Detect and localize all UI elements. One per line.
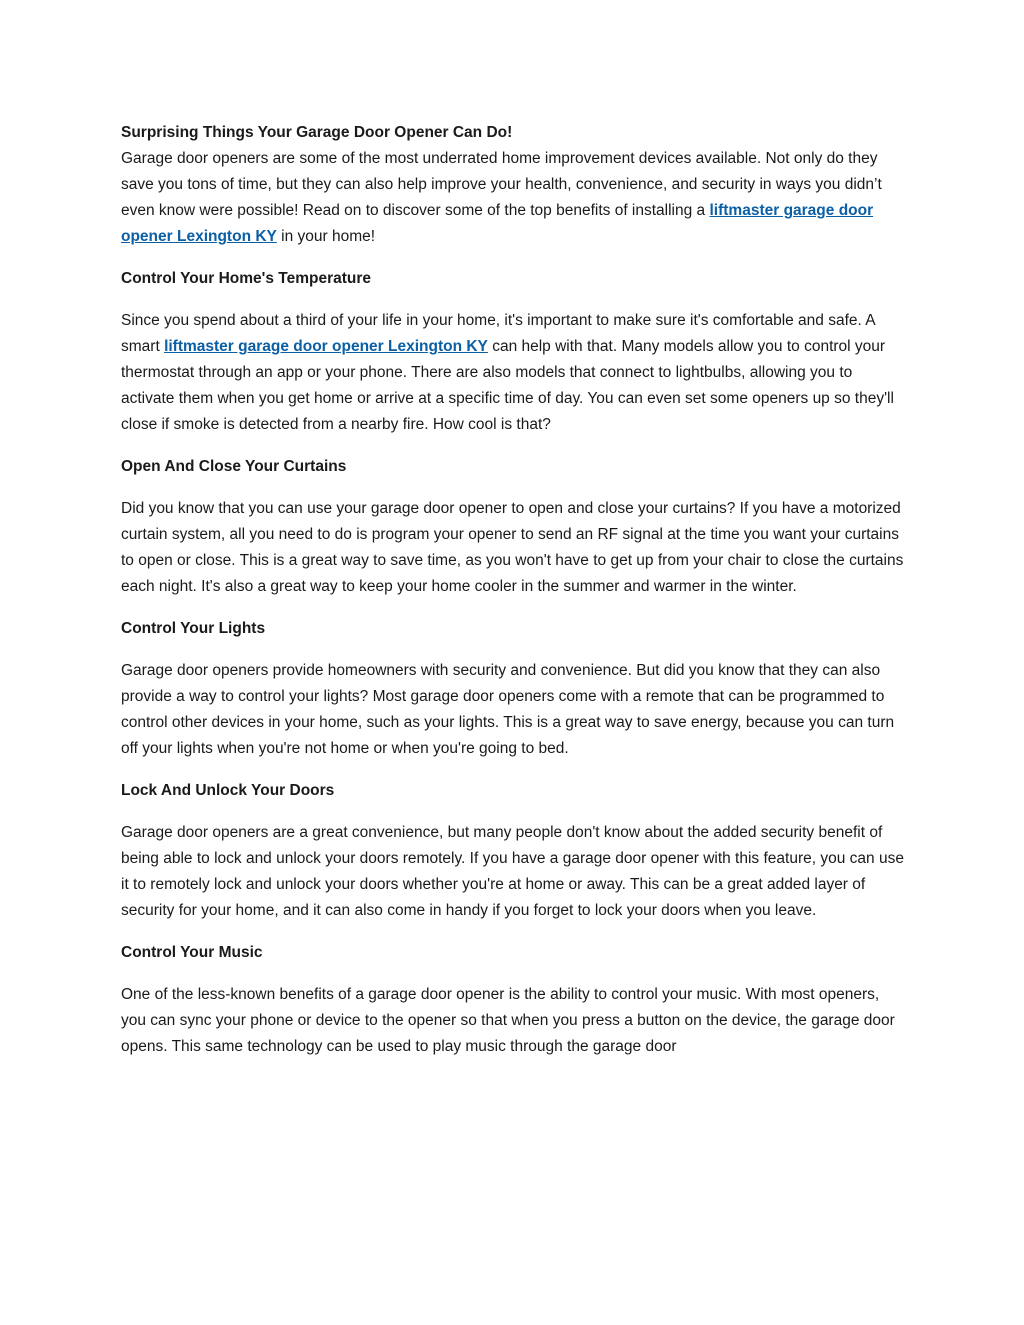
section-paragraph-music: One of the less-known benefits of a garage door opener is the ability to control your music. With most openers, you can sync your phone or device to the opener so that when you press a button on the device, the garage door opens. This same technology can be used to play music through the garage door (121, 986, 895, 1055)
section-heading-lights: Control Your Lights (121, 620, 266, 637)
section-paragraph-temperature (121, 308, 906, 438)
temperature-text-before: Since you spend about a third of your life in your home, it's important to make sure it's comfortable and safe. A smart (121, 312, 875, 355)
section-paragraph-curtains: Did you know that you can use your garage door opener to open and close your curtains? If you have a motorized curtain system, all you need to do is program your opener to send an RF signal at the time you want your curtains to open or close. This is a great way to save time, as you won't have to get up from your chair to close the curtains each night. It's also a great way to keep your home cooler in the summer and warmer in the winter. (121, 500, 904, 595)
temperature-text-after: can help with that. Many models allow you to control your thermostat through an app or your phone. There are also models that connect to lightbulbs, allowing you to activate them when you get home or arrive at a specific time of day. You can even set some openers up so they'll close if smoke is detected from a nearby fire. How cool is that? (121, 338, 894, 433)
section-heading-temperature: Control Your Home's Temperature (121, 270, 372, 287)
section-paragraph-doors: Garage door openers are a great convenience, but many people don't know about the added security benefit of being able to lock and unlock your doors remotely. If you have a garage door opener with this feature, you can use it to remotely lock and unlock your doors whether you're at home or away. This can be a great added layer of security for your home, and it can also come in handy if you forget to lock your doors when you leave. (121, 824, 904, 919)
section-heading-music: Control Your Music (121, 944, 263, 961)
intro-text-after: in your home! (276, 228, 376, 245)
intro-link[interactable]: liftmaster garage door opener Lexington KY (121, 202, 874, 245)
section-paragraph-lights: Garage door openers provide homeowners with security and convenience. But did you know that they can also provide a way to control your lights? Most garage door openers come with a remote that can be programmed to control other devices in your home, such as your lights. This is a great way to save energy, because you can turn off your lights when you're not home or when you're going to bed. (121, 662, 895, 757)
intro-text-before: Garage door openers are some of the most underrated home improvement devices available. Not only do they save you tons of time, but they can also help improve your health, convenience, and security in ways you didn’t even know were possible! Read on to discover some of the top benefits of installing a (121, 150, 882, 219)
section-heading-curtains: Open And Close Your Curtains (121, 458, 347, 475)
document-title: Surprising Things Your Garage Door Opener Can Do! (121, 124, 513, 141)
document-page (121, 120, 906, 1060)
section-heading-doors: Lock And Unlock Your Doors (121, 782, 335, 799)
temperature-link[interactable]: liftmaster garage door opener Lexington KY (164, 338, 488, 355)
intro-paragraph (121, 146, 906, 250)
